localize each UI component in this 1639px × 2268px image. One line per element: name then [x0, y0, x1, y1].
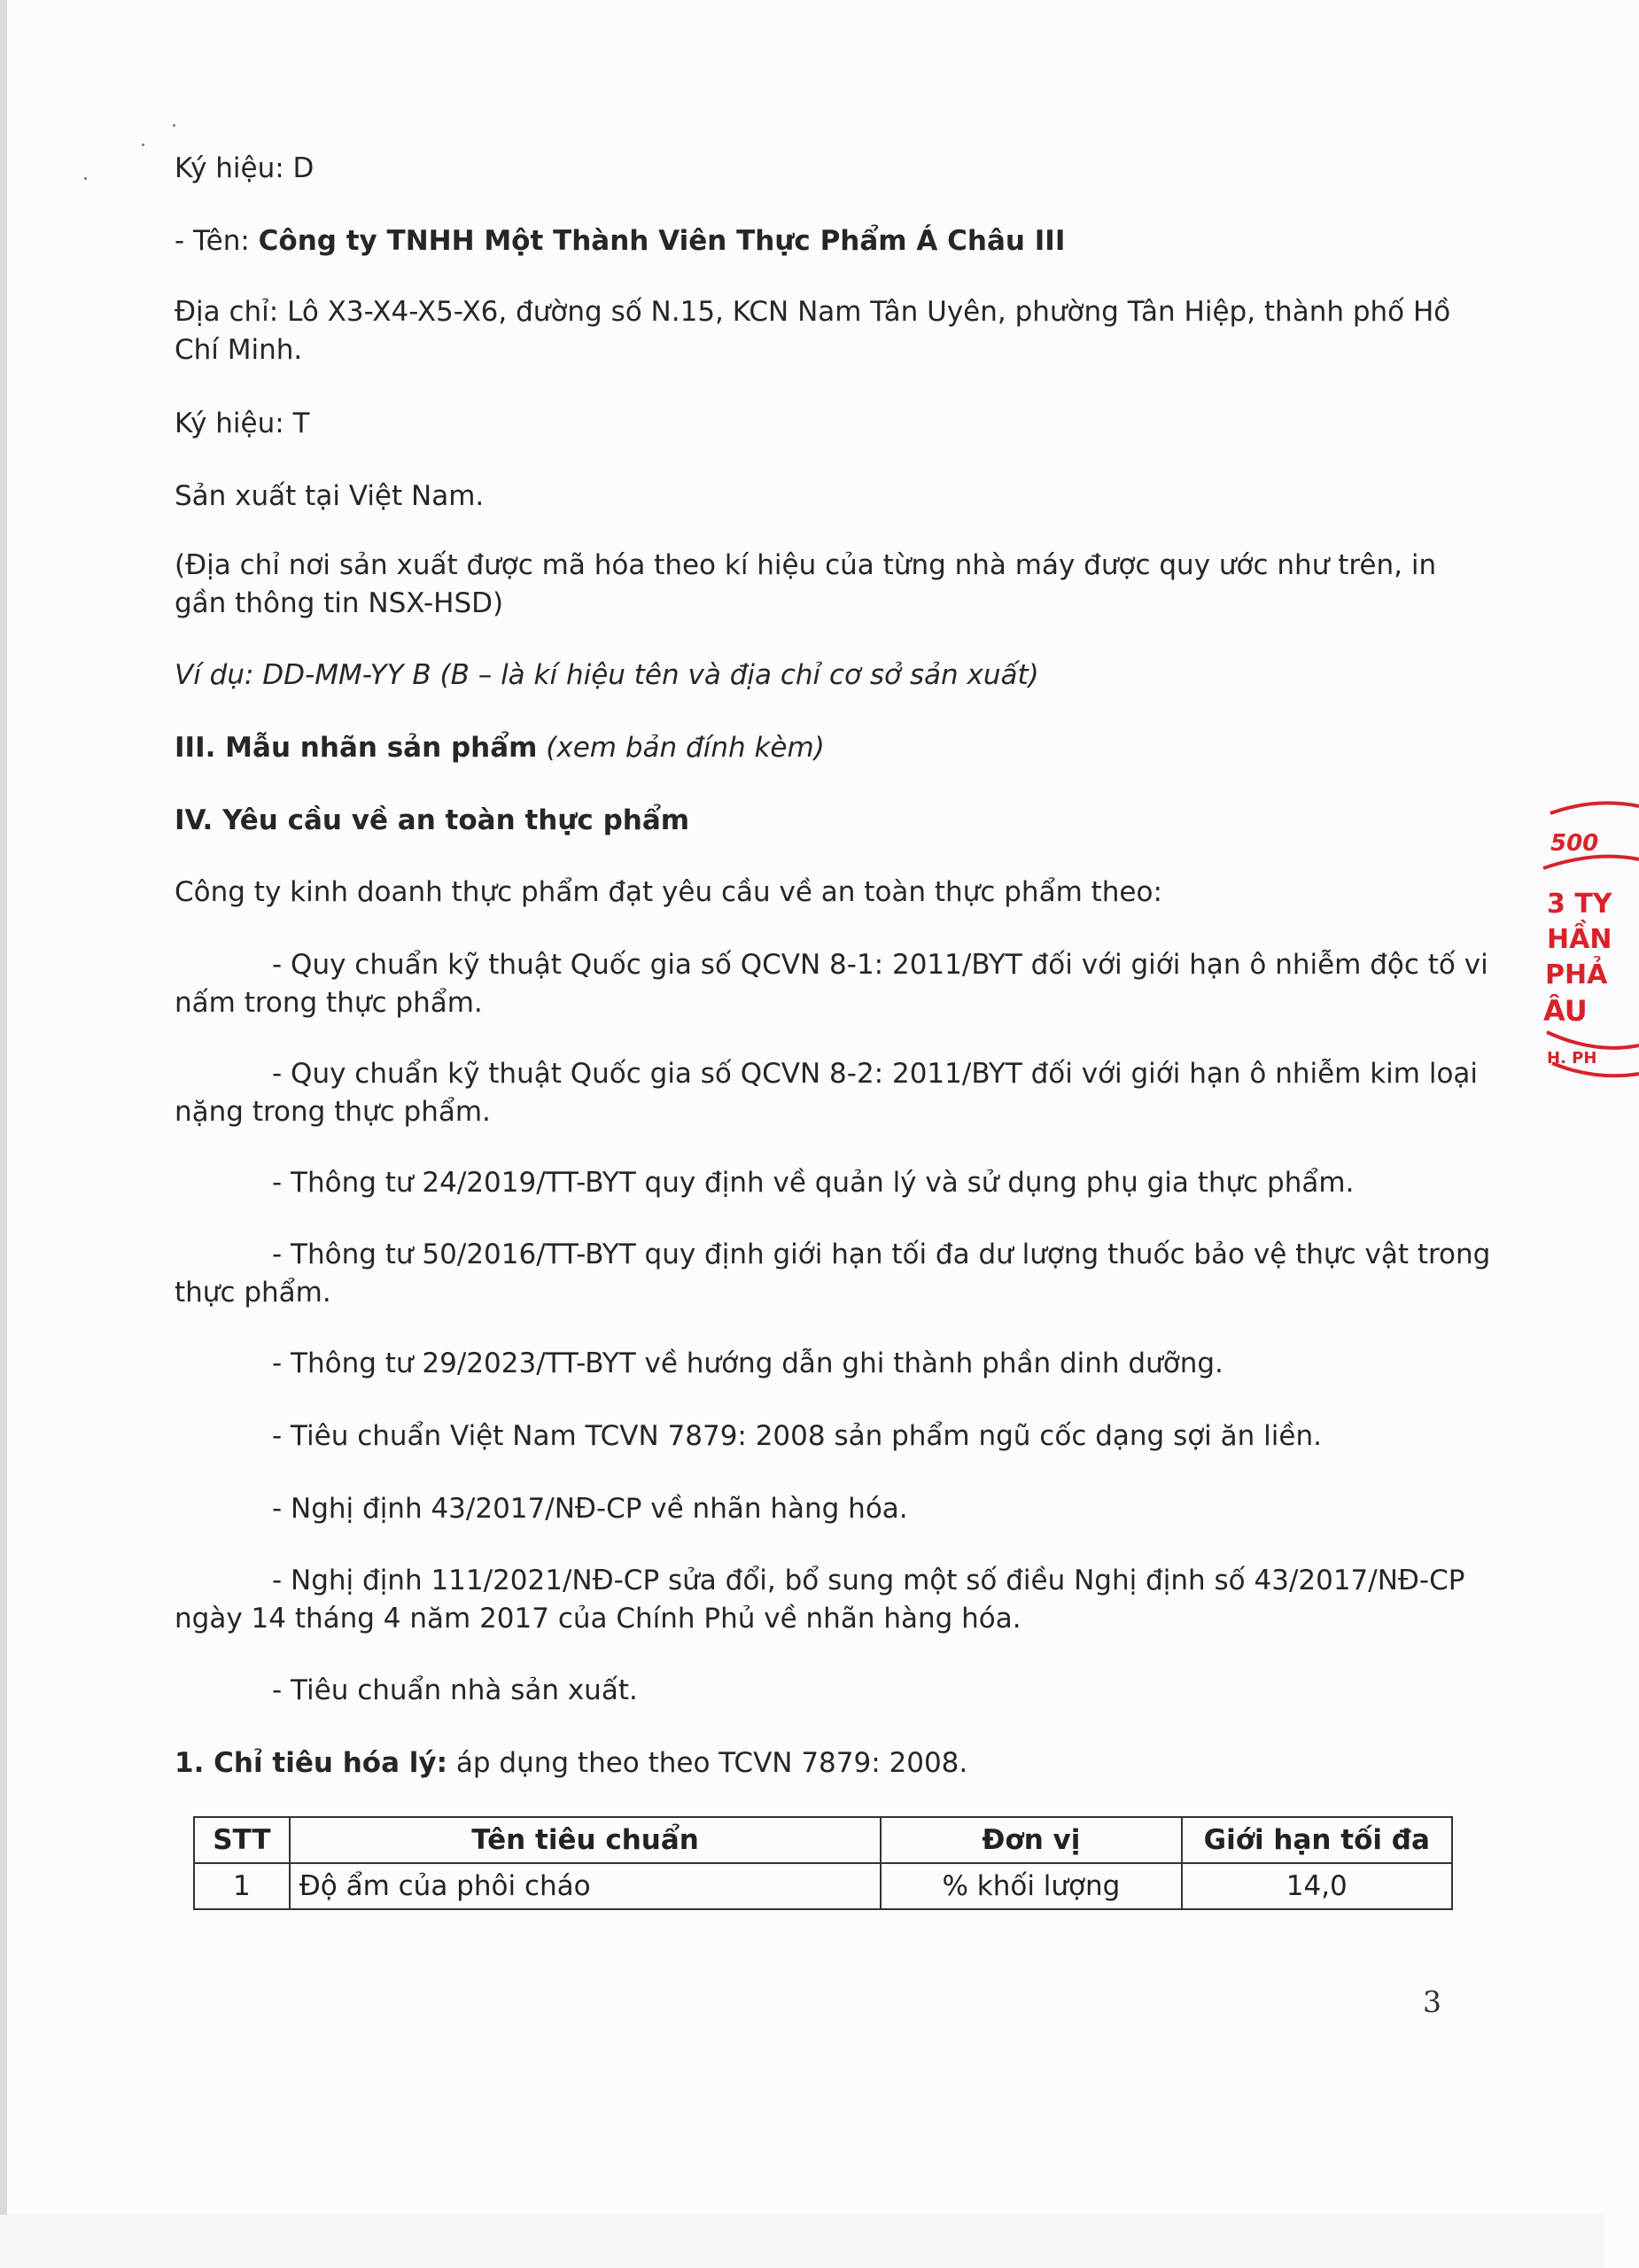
- header-limit: Giới hạn tối đa: [1182, 1817, 1452, 1863]
- name-prefix: - Tên:: [175, 225, 259, 257]
- page-number: 3: [1423, 1984, 1441, 2019]
- svg-text:HẦN: HẦN: [1547, 924, 1612, 955]
- intro-line: Công ty kinh doanh thực phẩm đạt yêu cầu về an toàn thực phẩm theo:: [175, 876, 1162, 908]
- item-1-line-1: - Quy chuẩn kỹ thuật Quốc gia số QCVN 8-1: 2011/BYT đối với giới hạn ô nhiễm độc tố vi: [272, 949, 1488, 981]
- scan-speck: [173, 124, 175, 127]
- header-unit: Đơn vị: [881, 1817, 1181, 1863]
- header-name: Tên tiêu chuẩn: [290, 1817, 882, 1863]
- item-1-line-2: nấm trong thực phẩm.: [175, 987, 483, 1019]
- item-4-line-2: thực phẩm.: [175, 1277, 331, 1309]
- item-2-line-2: nặng trong thực phẩm.: [175, 1096, 491, 1128]
- svg-text:PHẢ: PHẢ: [1545, 959, 1608, 990]
- scan-speck: [84, 177, 87, 180]
- scan-bottom-edge: [0, 2215, 1604, 2268]
- symbol-d: Ký hiệu: D: [175, 152, 315, 184]
- svg-text:ÂU: ÂU: [1543, 994, 1588, 1028]
- cell-limit: 14,0: [1182, 1863, 1452, 1909]
- item-5: - Thông tư 29/2023/TT-BYT về hướng dẫn ghi thành phần dinh dưỡng.: [272, 1348, 1223, 1379]
- cell-name: Độ ẩm của phôi cháo: [290, 1863, 882, 1909]
- item-8-line-1: - Nghị định 111/2021/NĐ-CP sửa đổi, bổ sung một số điều Nghị định số 43/2017/NĐ-CP: [272, 1565, 1465, 1596]
- physicochemical-table: [193, 1816, 1453, 1910]
- company-line: [175, 221, 1065, 260]
- item-9: - Tiêu chuẩn nhà sản xuất.: [272, 1674, 638, 1706]
- cell-stt: 1: [194, 1863, 290, 1909]
- made-in: Sản xuất tại Việt Nam.: [175, 480, 485, 512]
- svg-text:500: 500: [1550, 830, 1599, 857]
- company-name: Công ty TNHH Một Thành Viên Thực Phẩm Á Châu III: [258, 225, 1066, 257]
- section-3-note: (xem bản đính kèm): [537, 732, 825, 764]
- item-8-line-2: ngày 14 tháng 4 năm 2017 của Chính Phủ về nhãn hàng hóa.: [175, 1603, 1021, 1635]
- svg-text:3 TY: 3 TY: [1547, 889, 1612, 920]
- item-2-line-1: - Quy chuẩn kỹ thuật Quốc gia số QCVN 8-2: 2011/BYT đối với giới hạn ô nhiễm kim loại: [272, 1058, 1479, 1090]
- header-stt: STT: [194, 1817, 290, 1863]
- note-line-1: (Địa chỉ nơi sản xuất được mã hóa theo kí hiệu của từng nhà máy được quy ước như trên, in: [175, 549, 1437, 581]
- item-4-line-1: - Thông tư 50/2016/TT-BYT quy định giới hạn tối đa dư lượng thuốc bảo vệ thực vật trong: [272, 1239, 1491, 1270]
- section-3-title: III. Mẫu nhãn sản phẩm: [175, 732, 538, 764]
- table-row: [194, 1863, 1452, 1909]
- item-6: - Tiêu chuẩn Việt Nam TCVN 7879: 2008 sản phẩm ngũ cốc dạng sợi ăn liền.: [272, 1420, 1322, 1452]
- item-3: - Thông tư 24/2019/TT-BYT quy định về quản lý và sử dụng phụ gia thực phẩm.: [272, 1167, 1355, 1199]
- scan-left-edge: [0, 0, 7, 2215]
- section-3-heading: [175, 728, 825, 767]
- table-header-row: [194, 1817, 1452, 1863]
- scan-speck: [142, 144, 144, 146]
- seal-graphic: [1542, 797, 1639, 1090]
- address-line-2: Chí Minh.: [175, 334, 303, 366]
- item-7: - Nghị định 43/2017/NĐ-CP về nhãn hàng hóa.: [272, 1493, 908, 1525]
- svg-text:H. PH: H. PH: [1547, 1049, 1597, 1068]
- address-line-1: Địa chỉ: Lô X3-X4-X5-X6, đường số N.15, KCN Nam Tân Uyên, phường Tân Hiệp, thành phố Hồ: [175, 296, 1451, 328]
- cell-unit: % khối lượng: [881, 1863, 1181, 1909]
- subsection-1-heading: [175, 1744, 967, 1783]
- company-seal-stamp: [1542, 797, 1612, 1090]
- section-4-heading: IV. Yêu cầu về an toàn thực phẩm: [175, 804, 690, 836]
- example-line: Ví dụ: DD-MM-YY B (B – là kí hiệu tên và địa chỉ cơ sở sản xuất): [175, 659, 1039, 691]
- note-line-2: gần thông tin NSX-HSD): [175, 587, 504, 619]
- symbol-t: Ký hiệu: T: [175, 408, 310, 439]
- subsection-1-title: 1. Chỉ tiêu hóa lý:: [175, 1747, 448, 1779]
- subsection-1-rest: áp dụng theo theo TCVN 7879: 2008.: [447, 1747, 968, 1779]
